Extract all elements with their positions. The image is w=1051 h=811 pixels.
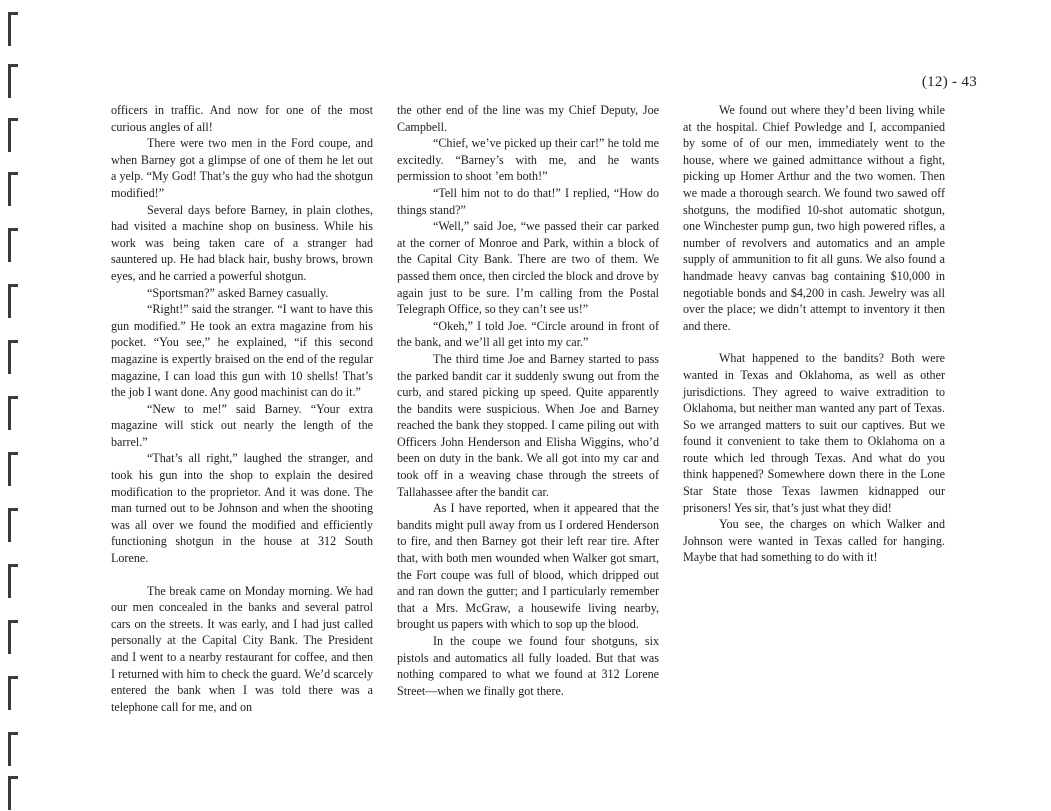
paragraph: The third time Joe and Barney started to pass the parked bandit car it suddenly swung out from the curb, and stared picking up speed. Quite apparently the bandits were suspicious. When Joe and Barney reached the bank they stopped. I came piling out with Officers John Henderson and Elisha Wiggins, who’d been on duty in the bank. We all got into my car and took off in a weaving chase through the streets of Tallahassee after the bandit car. bbox=[397, 351, 659, 499]
binding-mark bbox=[8, 396, 18, 430]
paragraph: officers in traffic. And now for one of the most curious angles of all! bbox=[111, 103, 373, 134]
paragraph: “Okeh,” I told Joe. “Circle around in front of the bank, and we’ll all get into my car.” bbox=[397, 318, 659, 350]
page-number: (12) - 43 bbox=[921, 74, 977, 90]
binding-mark bbox=[8, 340, 18, 374]
text-column-2 bbox=[397, 102, 659, 699]
binding-mark bbox=[8, 12, 18, 46]
binding-mark bbox=[8, 776, 18, 810]
paragraph: What happened to the bandits? Both were wanted in Texas and Oklahoma, as well as other jurisdictions. They agreed to waive extradition to Oklahoma, but neither man wanted any part of Texas. So we arranged matters to suit our captives. But we found it convenient to take them to Oklahoma on a route which led through Texas. And what do you think happened? Somewhere down there in the Lone Star State those Texas lawmen kidnapped our prisoners! Yes sir, that’s just what they did! bbox=[683, 351, 945, 515]
paragraph: The break came on Monday morning. We had our men concealed in the banks and several patrol cars on the streets. It was early, and I had just called personally at the Capital City Bank. The President and I went to a nearby restaurant for coffee, and then I returned with him to check the guard. We’d scarcely entered the bank when I was told there was a telephone call for me, and on bbox=[111, 583, 373, 714]
text-column-1 bbox=[111, 102, 373, 715]
paragraph: As I have reported, when it appeared that the bandits might pull away from us I ordered Henderson to fire, and then Barney got their left rear tire. After that, with both men wounded when Walker got smart, the Fort coupe was full of blood, which dripped out and ran down the gutter; and I particularly remember that a Mrs. McGraw, a housewife living nearby, brought us papers with which to sop up the blood. bbox=[397, 501, 659, 632]
paragraph: “New to me!” said Barney. “Your extra magazine will stick out nearly the length of the barrel.” bbox=[111, 401, 373, 449]
binding-mark bbox=[8, 452, 18, 486]
binding-mark bbox=[8, 620, 18, 654]
paragraph: You see, the charges on which Walker and Johnson were wanted in Texas called for hanging. Maybe that had something to do with it! bbox=[683, 517, 945, 565]
paragraph: the other end of the line was my Chief Deputy, Joe Campbell. bbox=[397, 103, 659, 134]
paragraph: We found out where they’d been living while at the hospital. Chief Powledge and I, accompanied by some of of our men, immediately went to the house, where we gained admittance without a fight, picking up Homer Arthur and the two women. Then we made a thorough search. We found two sawed off shotguns, the modified 10-shot automatic shotgun, one Winchester pump gun, two high powered rifles, a number of revolvers and automatics and an ample supply of ammunition to fit all guns. We also found a handmade heavy canvas bag containing $10,000 in negotiable bonds and $4,200 in cash. Jewelry was all over the place; we didn’t attempt to inventory it then and there. bbox=[683, 103, 945, 333]
paragraph: There were two men in the Ford coupe, and when Barney got a glimpse of one of them he let out a yelp. “My God! That’s the guy who had the shotgun modified!” bbox=[111, 136, 373, 200]
paragraph: “Tell him not to do that!” I replied, “How do things stand?” bbox=[397, 185, 659, 217]
binding-mark bbox=[8, 508, 18, 542]
paragraph: “Right!” said the stranger. “I want to have this gun modified.” He took an extra magazine from his pocket. “You see,” he explained, “if this second magazine is expertly braised on the end of the regular magazine, I can load this gun with 10 shells! That’s the job I want done. Any good machinist can do it.” bbox=[111, 302, 373, 400]
binding-mark bbox=[8, 732, 18, 766]
spiral-binding bbox=[8, 0, 20, 811]
binding-mark bbox=[8, 676, 18, 710]
binding-mark bbox=[8, 564, 18, 598]
paragraph: “That’s all right,” laughed the stranger, and took his gun into the shop to explain the desired modification to the proprietor. And it was done. The man turned out to be Johnson and when the shooting was all over we found the modified and efficiently functioning shotgun in the house at 312 South Lorene. bbox=[111, 451, 373, 566]
paragraph: “Sportsman?” asked Barney casually. bbox=[147, 285, 329, 300]
binding-mark bbox=[8, 118, 18, 152]
paragraph: Several days before Barney, in plain clothes, had visited a machine shop on business. While his work was being taken care of a stranger had sauntered up. He had black hair, bushy brows, brown eyes, and he carried a powerful shotgun. bbox=[111, 202, 373, 283]
paragraph: In the coupe we found four shotguns, six pistols and automatics all fully loaded. But that was nothing compared to what we found at 312 Lorene Street—when we finally got there. bbox=[397, 634, 659, 698]
paragraph: “Well,” said Joe, “we passed their car parked at the corner of Monroe and Park, within a block of the Capital City Bank. There are two of them. We passed them once, then circled the block and drove by again just to be sure. I’m calling from the Postal Telegraph Office, so they can’t see us!” bbox=[397, 219, 659, 317]
binding-mark bbox=[8, 64, 18, 98]
text-column-3 bbox=[683, 102, 945, 566]
binding-mark bbox=[8, 228, 18, 262]
binding-mark bbox=[8, 284, 18, 318]
paragraph: “Chief, we’ve picked up their car!” he told me excitedly. “Barney’s with me, and he wants permission to shoot ’em both!” bbox=[397, 136, 659, 184]
binding-mark bbox=[8, 172, 18, 206]
